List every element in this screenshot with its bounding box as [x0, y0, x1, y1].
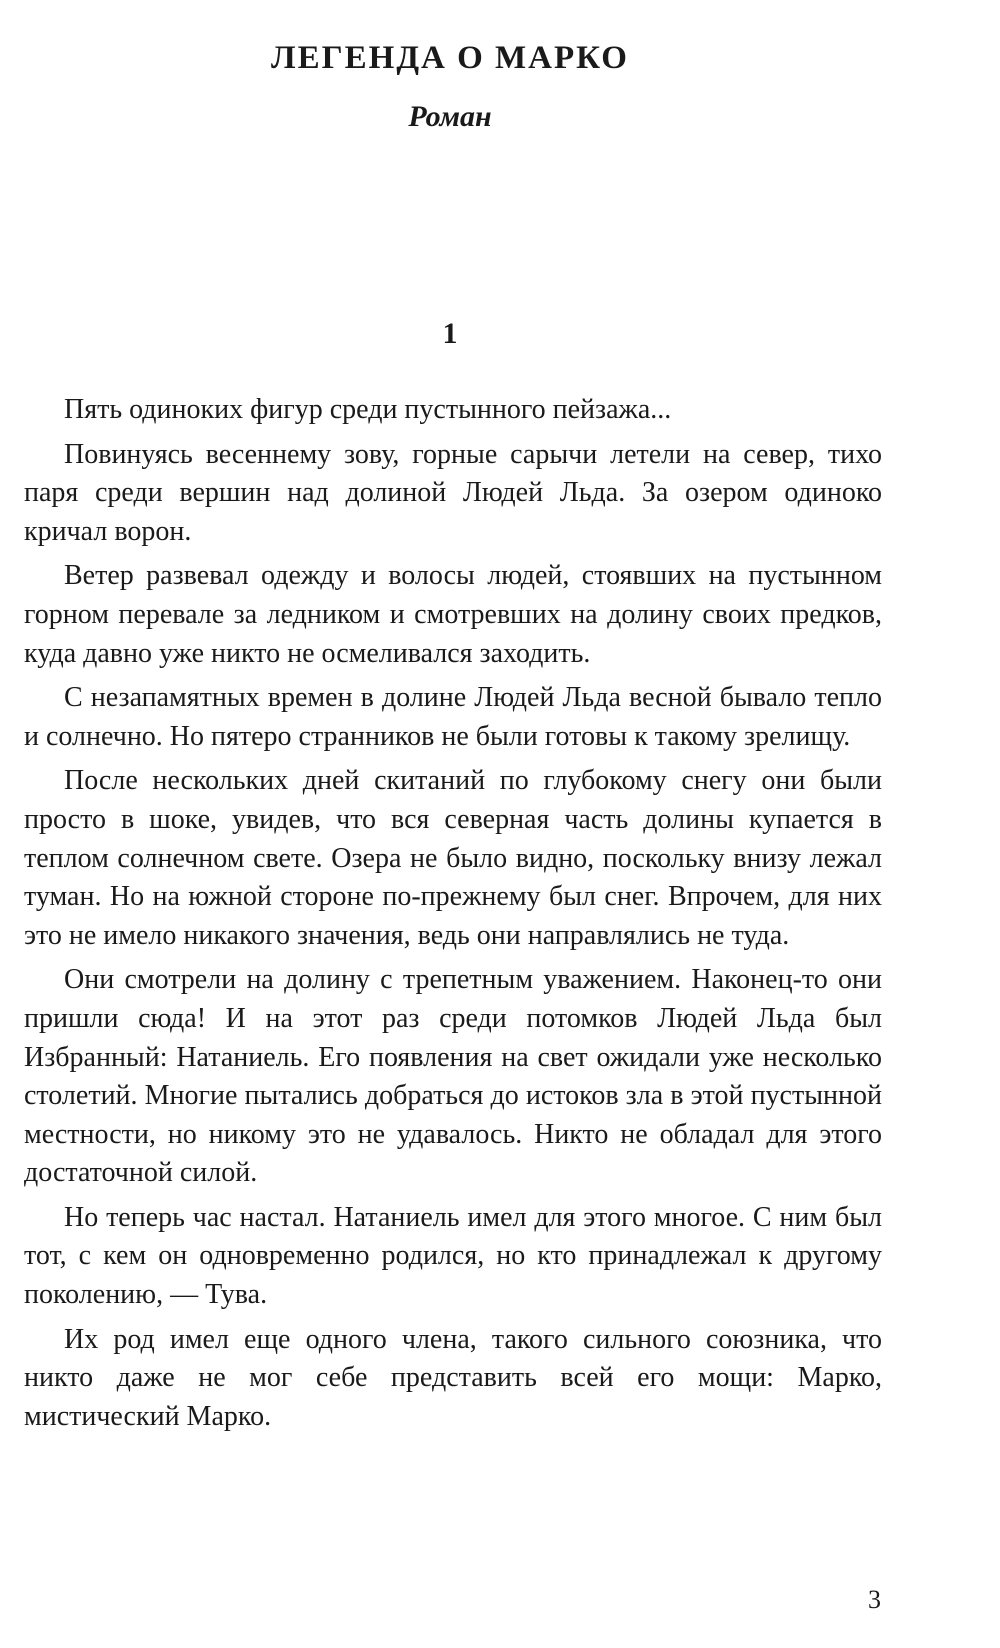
paragraph: Они смотрели на долину с трепетным уважением. Наконец-то они пришли сюда! И на этот раз среди потомков Людей Льда был Избранный: Натаниель. Его появления на свет ожидали уже несколько столетий. Многие пытались добраться до истоков зла в этой пустынной местности, но никому это не удавалось. Никто не обладал для этого достаточной силой.	[24, 964, 882, 1189]
paragraph: Ветер развевал одежду и волосы людей, стоявших на пустынном горном перевале за ледником и смотревших на долину своих предков, куда давно уже никто не осмеливался заходить.	[24, 560, 882, 669]
paragraph: Пять одиноких фигур среди пустынного пейзажа...	[64, 394, 672, 425]
page-number: 3	[868, 1585, 881, 1614]
paragraph: Повинуясь весеннему зову, горные сарычи летели на север, тихо паря среди вершин над долиной Людей Льда. За озером одиноко кричал ворон.	[24, 438, 882, 547]
paragraph: Их род имел еще одного члена, такого сильного союзника, что никто даже не мог себе представить всей его мощи: Марко, мистический Марко.	[24, 1323, 882, 1432]
chapter-number: 1	[442, 317, 458, 350]
paragraph: С незапамятных времен в долине Людей Льда весной бывало тепло и солнечно. Но пятеро странников не были готовы к такому зрелищу.	[24, 682, 882, 752]
paragraph: После нескольких дней скитаний по глубокому снегу они были просто в шоке, увидев, что вся северная часть долины купается в теплом солнечном свете. Озера не было видно, поскольку внизу лежал туман. Но на южной стороне по-прежнему был снег. Впрочем, для них это не имело никакого значения, ведь они направлялись не туда.	[24, 765, 882, 951]
chapter-body	[24, 391, 882, 1442]
paragraph: Но теперь час настал. Натаниель имел для этого многое. С ним был тот, с кем он одновременно родился, но кто принадлежал к другому поколению, — Тува.	[24, 1201, 882, 1311]
book-title: ЛЕГЕНДА О МАРКО	[271, 40, 629, 76]
book-subtitle: Роман	[408, 100, 492, 133]
